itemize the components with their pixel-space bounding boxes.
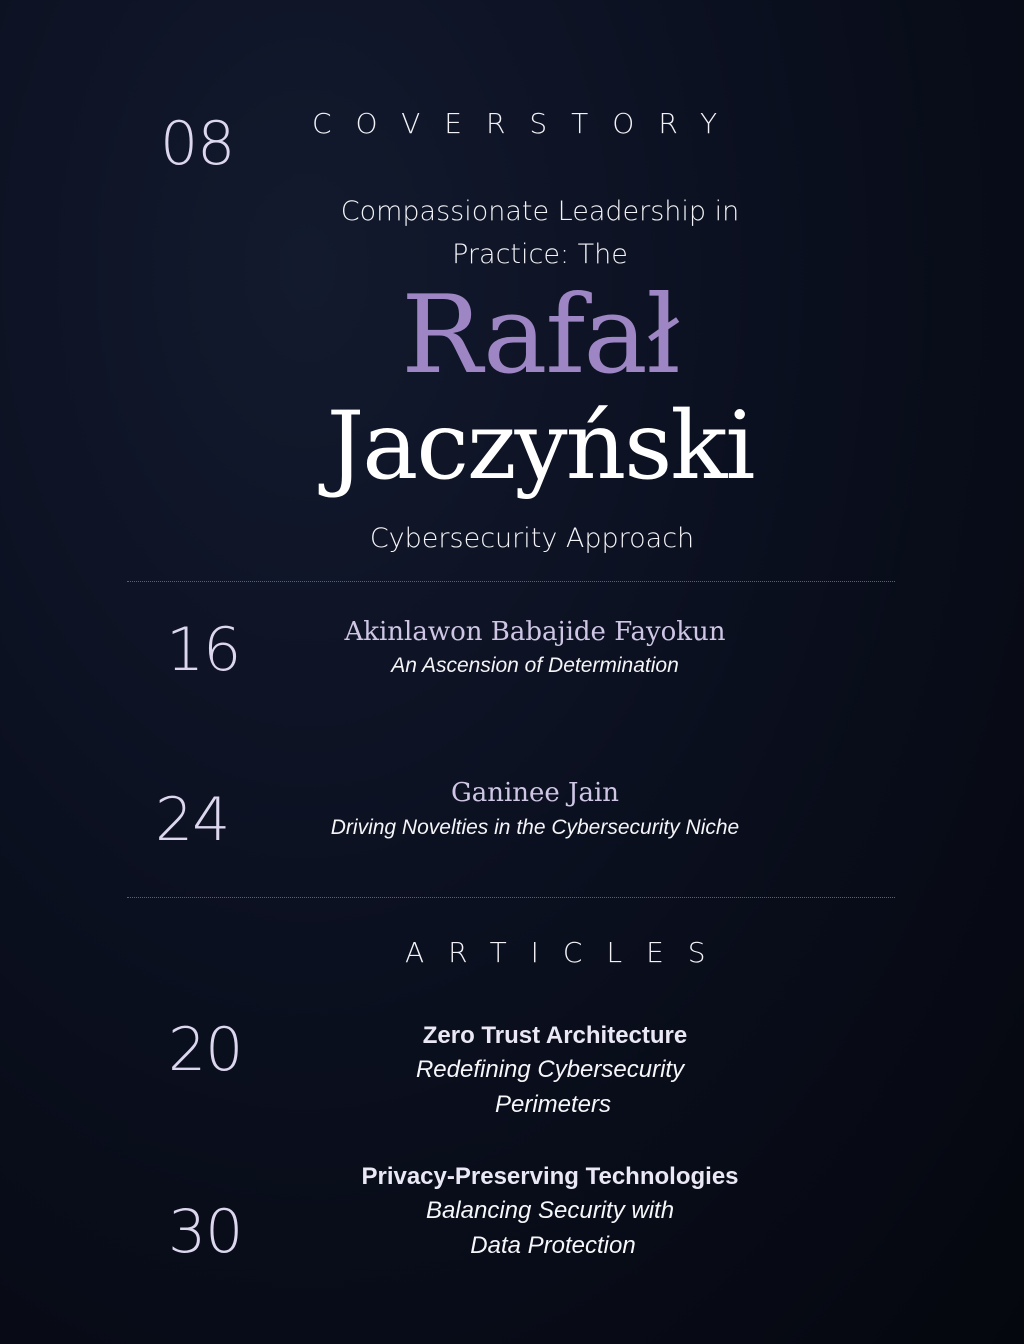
- divider-top: [127, 581, 895, 582]
- articles-heading: ARTICLES: [405, 936, 730, 969]
- story-subtitle: Driving Novelties in the Cybersecurity Niche: [330, 816, 740, 839]
- cover-title-line1: Compassionate Leadership in: [340, 196, 740, 227]
- article-title: Zero Trust Architecture: [422, 1022, 688, 1049]
- cover-title-line3: Cybersecurity Approach: [369, 523, 695, 554]
- story-page-number: 16: [166, 615, 241, 685]
- story-name: Ganinee Jain: [450, 778, 620, 808]
- story-subtitle: An Ascension of Determination: [391, 654, 679, 677]
- article-subtitle-line2: Perimeters: [494, 1091, 612, 1118]
- cover-name-first: Rafał: [401, 273, 679, 398]
- cover-title-line2: Practice: The: [452, 239, 628, 270]
- article-subtitle-line1: Balancing Security with: [425, 1197, 675, 1224]
- article-subtitle-line1: Redefining Cybersecurity: [415, 1056, 685, 1083]
- story-page-number: 24: [155, 785, 230, 855]
- article-page-number: 20: [168, 1015, 243, 1085]
- article-title: Privacy-Preserving Technologies: [361, 1163, 739, 1190]
- article-subtitle-line2: Data Protection: [470, 1232, 636, 1259]
- coverstory-heading: COVERSTORY: [312, 107, 742, 140]
- cover-name-last: Jaczyński: [326, 392, 754, 501]
- divider-bottom: [127, 897, 895, 898]
- cover-page-number: 08: [160, 109, 235, 179]
- story-name: Akinlawon Babajide Fayokun: [344, 617, 726, 647]
- article-page-number: 30: [168, 1197, 243, 1267]
